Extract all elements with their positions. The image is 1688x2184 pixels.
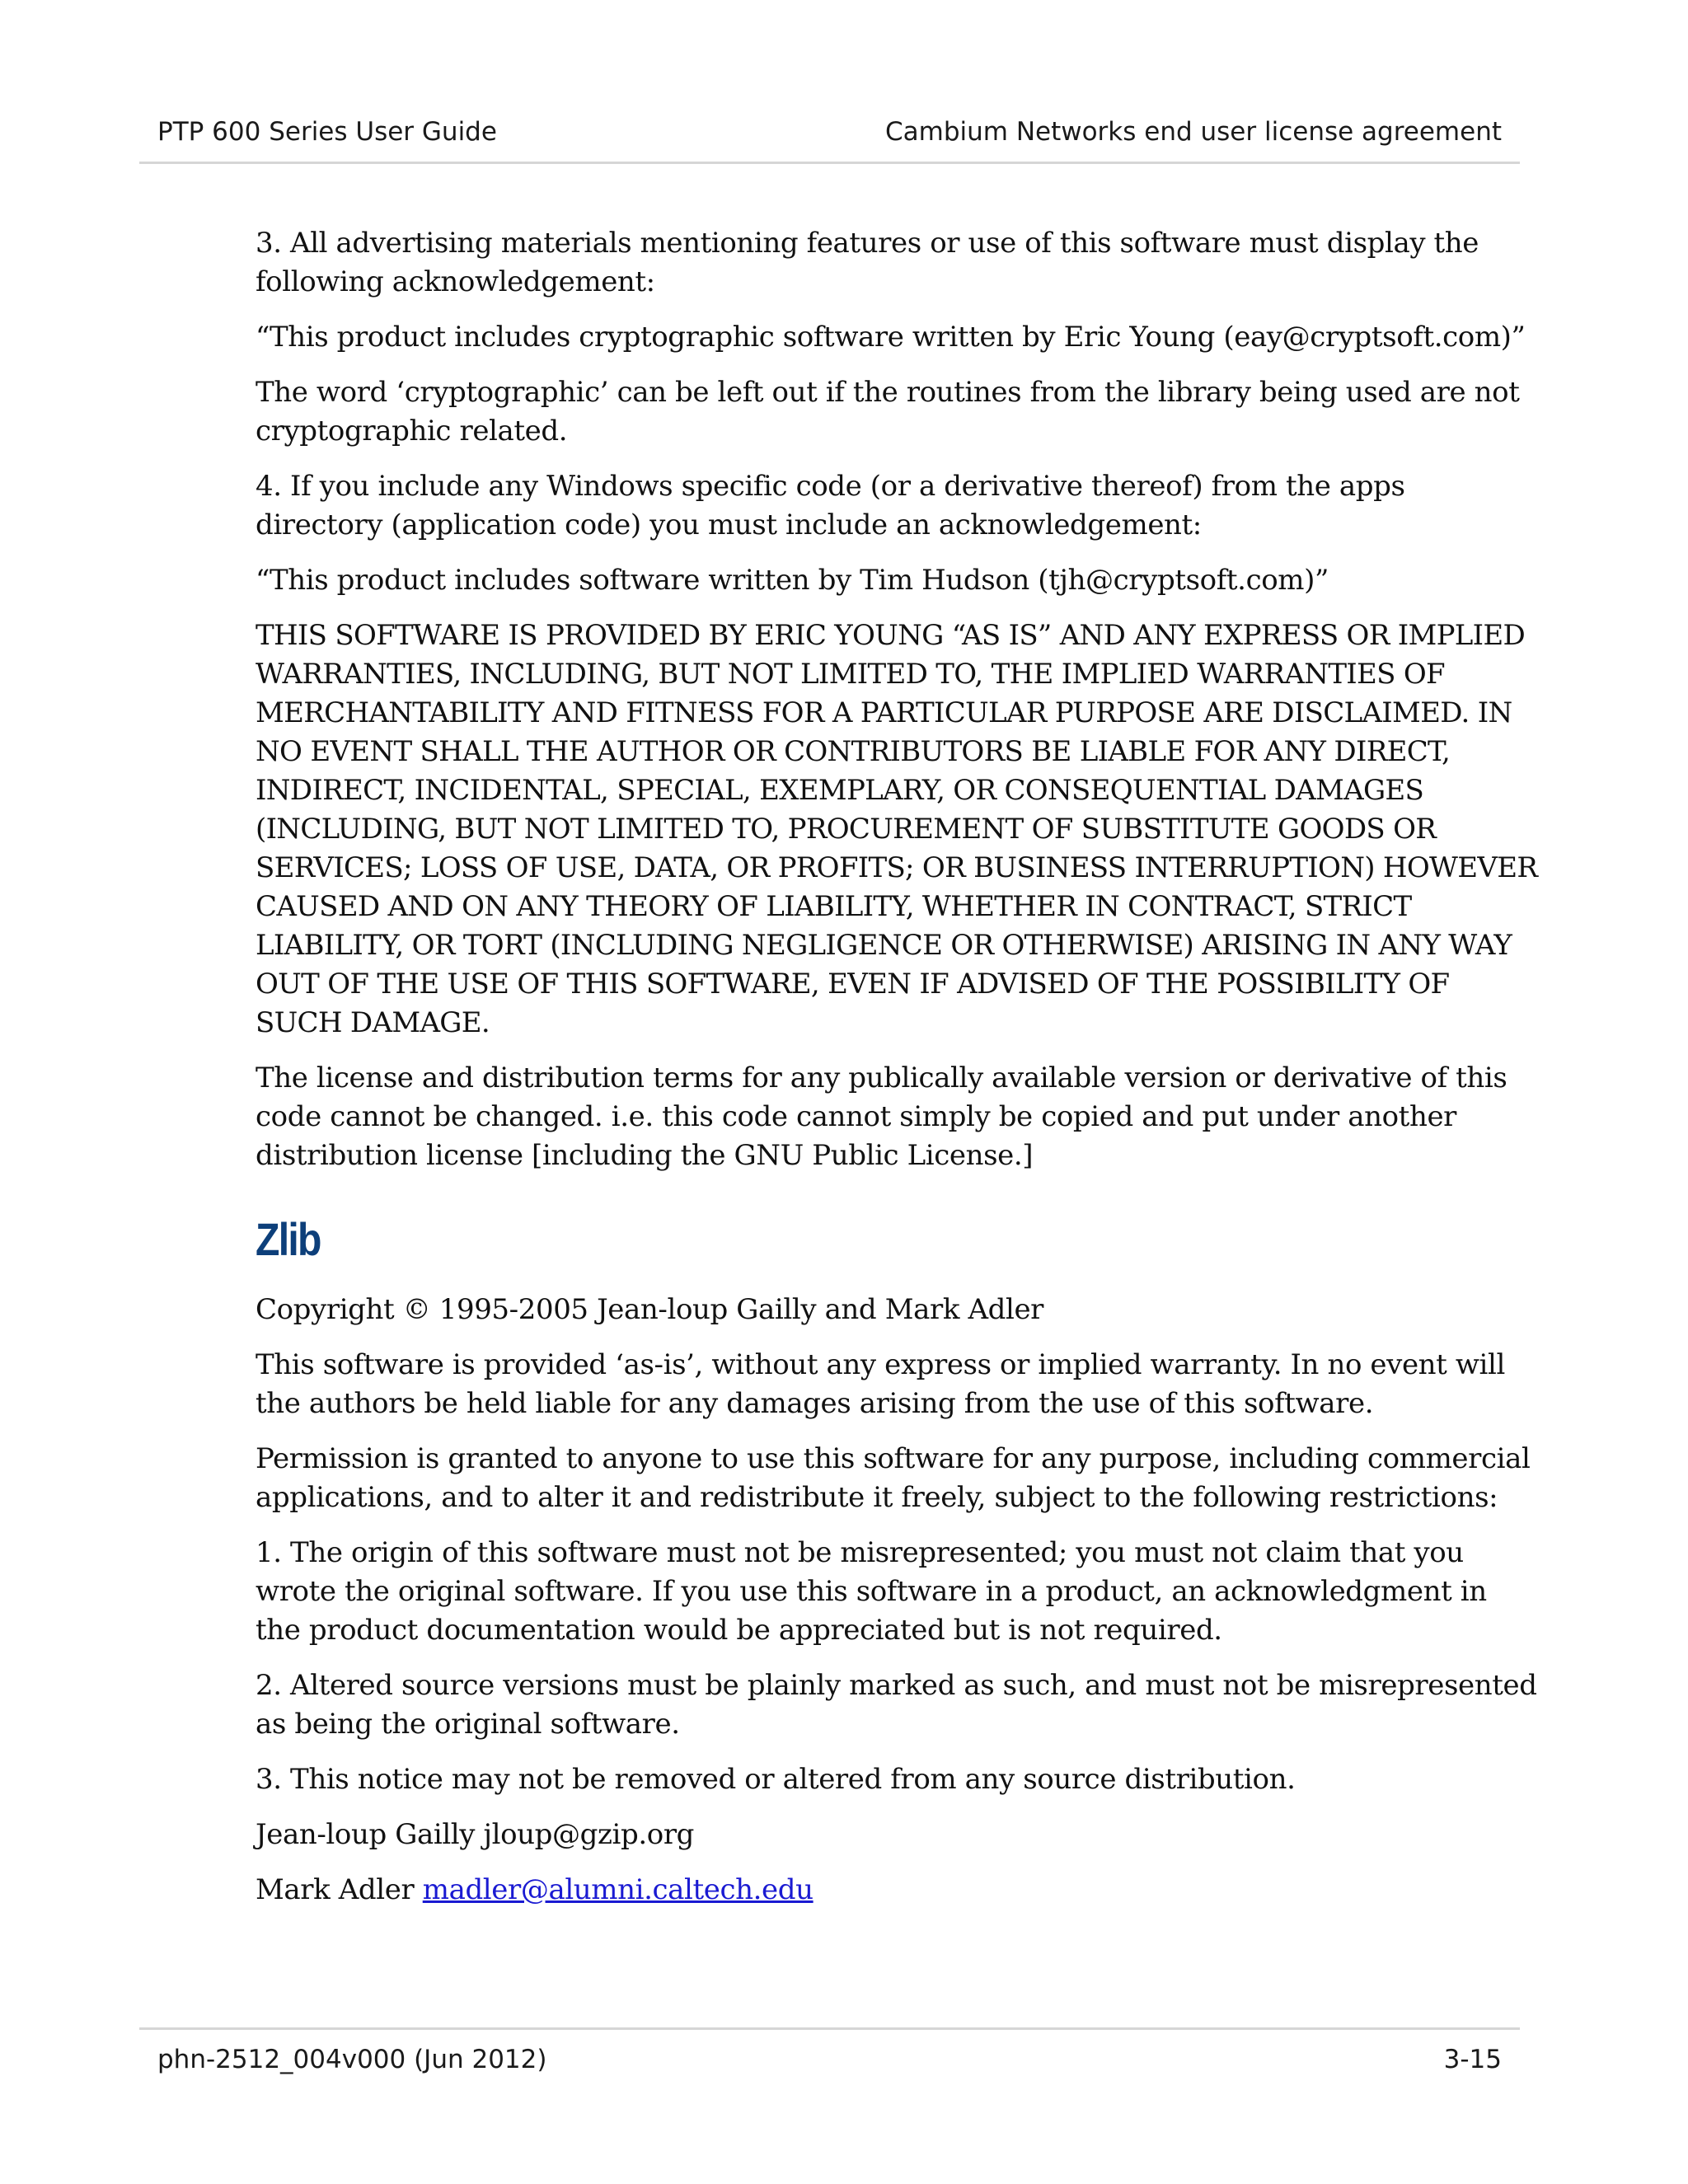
distribution-terms-paragraph: The license and distribution terms for any publically available version or derivative of this code cannot be changed. i.e. this code cannot simply be copied and put under another distribution license [including the GNU Public License.]	[256, 1062, 1507, 1172]
header-document-title: PTP 600 Series User Guide	[157, 117, 497, 147]
cryptographic-note-paragraph: The word ‘cryptographic’ can be left out if the routines from the library being used are not cryptographic related.	[256, 376, 1520, 448]
zlib-warranty-paragraph: This software is provided ‘as-is’, without any express or implied warranty. In no event will the authors be held liable for any damages arising from the use of this software.	[256, 1348, 1505, 1420]
page-footer	[139, 2027, 1520, 2088]
page-content	[256, 224, 1538, 1926]
header-section-title: Cambium Networks end user license agreement	[884, 117, 1502, 147]
zlib-permission-paragraph: Permission is granted to anyone to use this software for any purpose, including commercial applications, and to alter it and redistribute it freely, subject to the following restrictions:	[256, 1442, 1531, 1514]
zlib-restriction-1: 1. The origin of this software must not be misrepresented; you must not claim that you wrote the original software. If you use this software in a product, an acknowledgment in the product documentation would be appreciated but is not required.	[256, 1536, 1487, 1647]
warranty-disclaimer-paragraph: THIS SOFTWARE IS PROVIDED BY ERIC YOUNG “AS IS” AND ANY EXPRESS OR IMPLIED WARRANTIES, INCLUDING, BUT NOT LIMITED TO, THE IMPLIED WARRANTIES OF MERCHANTABILITY AND FITNESS FOR A PARTICULAR PURPOSE ARE DISCLAIMED. IN NO EVENT SHALL THE AUTHOR OR CONTRIBUTORS BE LIABLE FOR ANY DIRECT, INDIRECT, INCIDENTAL, SPECIAL, EXEMPLARY, OR CONSEQUENTIAL DAMAGES (INCLUDING, BUT NOT LIMITED TO, PROCUREMENT OF SUBSTITUTE GOODS OR SERVICES; LOSS OF USE, DATA, OR PROFITS; OR BUSINESS INTERRUPTION) HOWEVER CAUSED AND ON ANY THEORY OF LIABILITY, WHETHER IN CONTRACT, STRICT LIABILITY, OR TORT (INCLUDING NEGLIGENCE OR OTHERWISE) ARISING IN ANY WAY OUT OF THE USE OF THIS SOFTWARE, EVEN IF ADVISED OF THE POSSIBILITY OF SUCH DAMAGE.	[256, 619, 1538, 1039]
advertising-clause-paragraph: 3. All advertising materials mentioning features or use of this software must display the following acknowledgement:	[256, 227, 1479, 298]
zlib-author-gailly: Jean-loup Gailly jloup@gzip.org	[256, 1818, 695, 1851]
page-header	[139, 112, 1520, 164]
tim-hudson-acknowledgement: “This product includes software written by Tim Hudson (tjh@cryptsoft.com)”	[256, 564, 1329, 597]
zlib-section-heading: Zlib	[256, 1213, 321, 1265]
adler-name: Mark Adler	[256, 1873, 423, 1906]
footer-page-number: 3-15	[1443, 2045, 1502, 2074]
footer-document-id: phn-2512_004v000 (Jun 2012)	[157, 2045, 547, 2074]
zlib-copyright-line: Copyright © 1995-2005 Jean-loup Gailly and Mark Adler	[256, 1293, 1044, 1326]
zlib-restriction-2: 2. Altered source versions must be plainly marked as such, and must not be misrepresented as being the original software.	[256, 1669, 1537, 1741]
eric-young-acknowledgement: “This product includes cryptographic software written by Eric Young (eay@cryptsoft.com)”	[256, 321, 1526, 354]
zlib-author-adler	[256, 1871, 1538, 1910]
zlib-restriction-3: 3. This notice may not be removed or altered from any source distribution.	[256, 1763, 1296, 1796]
adler-email-link[interactable]: madler@alumni.caltech.edu	[422, 1873, 814, 1906]
windows-code-clause-paragraph: 4. If you include any Windows specific code (or a derivative thereof) from the apps directory (application code) you must include an acknowledgement:	[256, 470, 1405, 541]
